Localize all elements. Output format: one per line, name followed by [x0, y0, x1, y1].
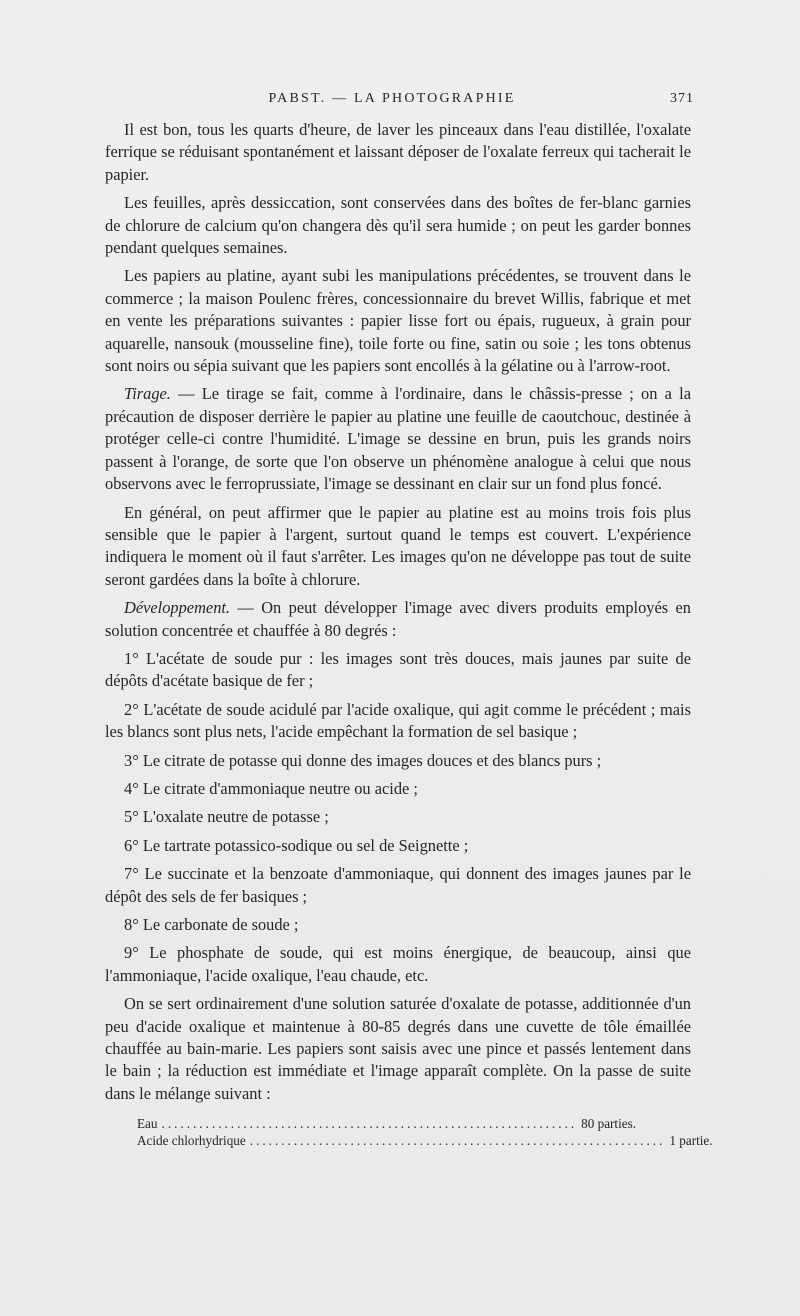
dot-leader: ..................................................................	[161, 1116, 578, 1132]
list-item: 2° L'acétate de soude acidulé par l'acide oxalique, qui agit comme le précédent ; mais les blancs sont plus nets, l'acide empêchant la formation de sel basique ;	[105, 699, 691, 742]
tirage-paragraph	[105, 383, 691, 495]
recipe-amount: 80 parties.	[581, 1116, 637, 1132]
paragraph: On se sert ordinairement d'une solution saturée d'oxalate de potasse, additionnée d'un peu d'acide oxalique et maintenue à 80-85 degrés dans une cuvette de tôle émaillée chauffée au bain-marie. Les papiers sont saisis avec une pince et passés lentement dans le bain ; la réduction est immédiate et l'image apparaît complète. On la passe de suite dans le mélange suivant :	[105, 994, 691, 1103]
list-item: 4° Le citrate d'ammoniaque neutre ou acide ;	[124, 778, 418, 798]
developpement-paragraph	[105, 597, 691, 642]
running-title: PABST. — LA PHOTOGRAPHIE	[268, 91, 516, 106]
recipe-table	[137, 1115, 713, 1149]
list-item: 3° Le citrate de potasse qui donne des images douces et des blancs purs ;	[124, 750, 602, 770]
paragraph: Les papiers au platine, ayant subi les manipulations précédentes, se trouvent dans le commerce ; la maison Poulenc frères, concessionnaire du brevet Willis, fabrique et met en vente les préparations suivantes : papier lisse fort ou épais, rugueux, à grain pour aquarelle, nansouk (mousseline fine), toile forte ou fine, satin ou soie ; les tons obtenus sont noirs ou sépia suivant que les papiers sont encollés à la gélatine ou à l'arrow-root.	[105, 266, 691, 376]
list-item: 7° Le succinate et la benzoate d'ammoniaque, qui donnent des images jaunes par le dépôt des sels de fer basiques ;	[105, 864, 691, 906]
recipe-ingredient: Eau	[137, 1116, 158, 1132]
list-item: 6° Le tartrate potassico-sodique ou sel de Seignette ;	[124, 835, 469, 855]
page-header	[90, 89, 694, 113]
list-item: 1° L'acétate de soude pur : les images sont très douces, mais jaunes par suite de dépôts d'acétate basique de fer ;	[105, 648, 691, 691]
recipe-ingredient: Acide chlorhydrique	[137, 1133, 246, 1149]
section-heading-developpement: Développement.	[124, 598, 231, 618]
section-heading-tirage: Tirage.	[124, 384, 171, 404]
developpement-text: — On peut développer l'image avec divers produits employés en solution concentrée et chauffée à 80 degrés :	[105, 598, 691, 640]
body-text	[105, 119, 713, 1149]
dot-leader: ..................................................................	[249, 1133, 666, 1149]
paragraph: En général, on peut affirmer que le papier au platine est au moins trois fois plus sensible que le papier à l'argent, surtout quand le temps est couvert. L'expérience indiquera le moment où il faut s'arrêter. Les images qu'on ne développe pas tout de suite seront gardées dans la boîte à chlorure.	[105, 502, 691, 589]
list-item: 9° Le phosphate de soude, qui est moins énergique, de beaucoup, ainsi que l'ammoniaque, l'acide oxalique, l'eau chaude, etc.	[105, 943, 691, 985]
page-number: 371	[670, 91, 694, 106]
list-item: 5° L'oxalate neutre de potasse ;	[124, 807, 329, 827]
paragraph: Il est bon, tous les quarts d'heure, de laver les pinceaux dans l'eau distillée, l'oxalate ferrique se réduisant spontanément et laissant déposer de l'oxalate ferreux qui tacherait le papier.	[105, 120, 691, 184]
paragraph: Les feuilles, après dessiccation, sont conservées dans des boîtes de fer-blanc garnies de chlorure de calcium qu'on changera dès qu'il sera humide ; on peut les garder bonnes pendant quelques semaines.	[105, 193, 691, 258]
recipe-row	[137, 1132, 713, 1149]
list-item: 8° Le carbonate de soude ;	[124, 915, 299, 934]
recipe-amount: 1 partie.	[669, 1133, 713, 1149]
recipe-row	[137, 1115, 637, 1132]
tirage-text: — Le tirage se fait, comme à l'ordinaire, dans le châssis-presse ; on a la précaution de disposer derrière le papier au platine une feuille de caoutchouc, destinée à protéger celle-ci contre l'humidité. L'image se dessine en brun, puis les grands noirs passent à l'orange, de sorte que l'on observe un phénomène analogue à celui que nous observons avec le ferroprussiate, l'image se dessinant en clair sur un fond plus foncé.	[105, 384, 691, 494]
